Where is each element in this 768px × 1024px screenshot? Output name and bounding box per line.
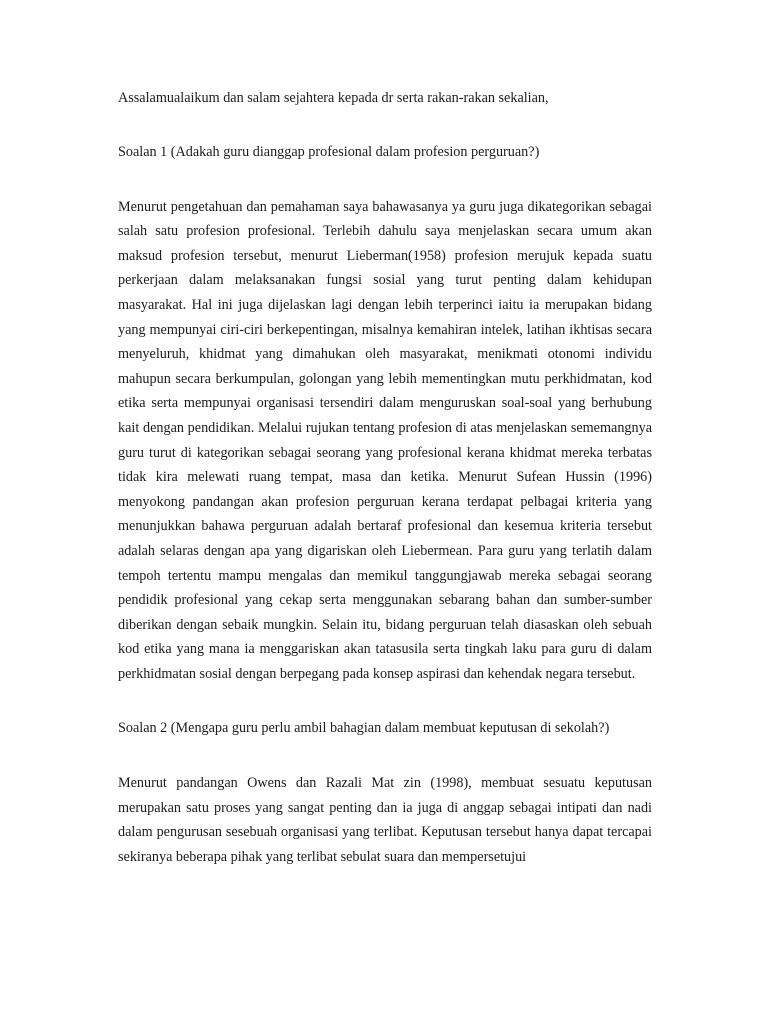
document-page [118,86,652,869]
question-1-title: Soalan 1 (Adakah guru dianggap profesional dalam profesion perguruan?) [118,144,540,160]
greeting-line: Assalamualaikum dan salam sejahtera kepada dr serta rakan-rakan sekalian, [118,90,549,106]
question-1-answer: Menurut pengetahuan dan pemahaman saya bahawasanya ya guru juga dikategorikan sebagai salah satu profesion profesional. Terlebih dahulu saya menjelaskan secara umum akan maksud profesion tersebut, menurut Lieberman(1958) profesion merujuk kepada suatu perkerjaan dalam melaksanakan fungsi sosial yang turut penting dalam kehidupan masyarakat. Hal ini juga dijelaskan lagi dengan lebih terperinci iaitu ia merupakan bidang yang mempunyai ciri-ciri berkepentingan, misalnya kemahiran intelek, latihan ikhtisas secara menyeluruh, khidmat yang dimahukan oleh masyarakat, menikmati otonomi individu mahupun secara berkumpulan, golongan yang lebih mementingkan mutu perkhidmatan, kod etika serta mempunyai organisasi tersendiri dalam menguruskan soal-soal yang berhubung kait dengan pendidikan. Melalui rujukan tentang profesion di atas menjelaskan sememangnya guru turut di kategorikan sebagai seorang yang profesional kerana khidmat mereka terbatas tidak kira melewati ruang tempat, masa dan ketika. Menurut Sufean Hussin (1996) menyokong pandangan akan profesion perguruan kerana terdapat pelbagai kriteria yang menunjukkan bahawa perguruan adalah bertaraf profesional dan kesemua kriteria tersebut adalah selaras dengan apa yang digariskan oleh Liebermean. Para guru yang terlatih dalam tempoh tertentu mampu mengalas dan memikul tanggungjawab mereka sebagai seorang pendidik profesional yang cekap serta menggunakan sebarang bahan dan sumber-sumber diberikan dengan sebaik mungkin. Selain itu, bidang perguruan telah diasaskan oleh sebuah kod etika yang mana ia menggariskan akan tatasusila serta tingkah laku para guru di dalam perkhidmatan sosial dengan berpegang pada konsep aspirasi dan kehendak negara tersebut. [118,198,652,682]
question-2-title: Soalan 2 (Mengapa guru perlu ambil bahagian dalam membuat keputusan di sekolah?) [118,720,610,737]
question-2-answer: Menurut pandangan Owens dan Razali Mat zin (1998), membuat sesuatu keputusan merupakan satu proses yang sangat penting dan ia juga di anggap sebagai intipati dan nadi dalam pengurusan sesebuah organisasi yang terlibat. Keputusan tersebut hanya dapat tercapai sekiranya beberapa pihak yang terlibat sebulat suara dan mempersetujui [118,775,652,865]
